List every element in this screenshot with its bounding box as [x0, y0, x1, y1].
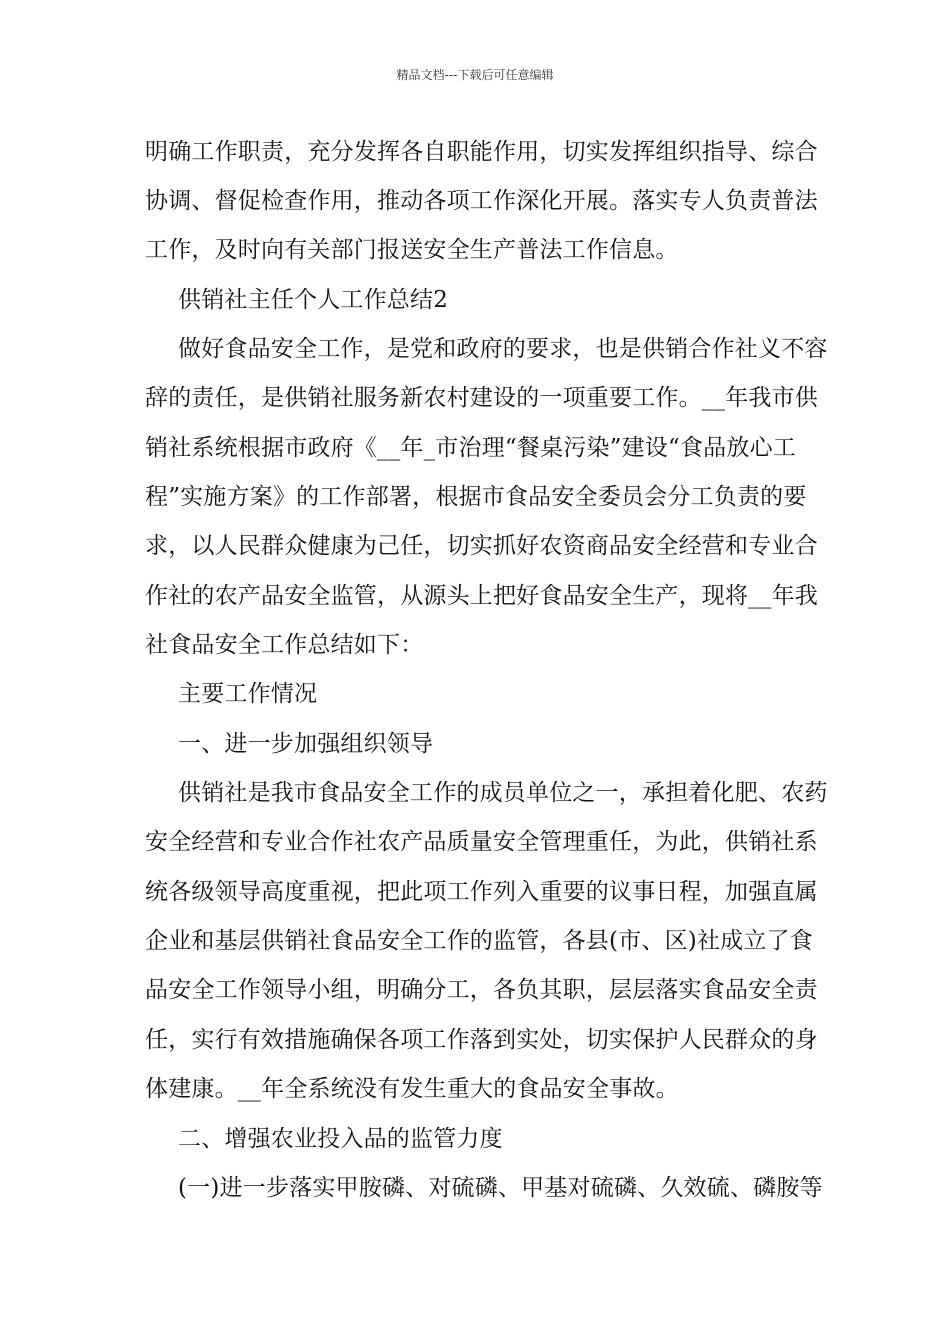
- body-line: 程”实施方案》的工作部署，根据市食品安全委员会分工负责的要: [145, 484, 807, 510]
- body-line: 安全经营和专业合作社农产品质量安全管理重任，为此，供销社系: [145, 829, 818, 855]
- body-line: 统各级领导高度重视，把此项工作列入重要的议事日程，加强直属: [145, 879, 818, 905]
- body-line: 销社系统根据市政府《__年_市治理“餐桌污染”建设“食品放心工: [145, 435, 796, 461]
- page-header: 精品文档---下载后可任意编辑: [396, 68, 554, 82]
- body-line: 企业和基层供销社食品安全工作的监管，各县(市、区)社成立了食: [145, 928, 813, 954]
- subheading: 一、进一步加强组织领导: [178, 731, 434, 757]
- body-line: 体建康。__年全系统没有发生重大的食品安全事故。: [145, 1076, 679, 1102]
- body-line: 品安全工作领导小组，明确分工，各负其职，层层落实食品安全责: [145, 977, 818, 1003]
- body-line: (一)进一步落实甲胺磷、对硫磷、甲基对硫磷、久效硫、磷胺等: [178, 1175, 823, 1201]
- body-line: 任，实行有效措施确保各项工作落到实处，切实保护人民群众的身: [145, 1027, 818, 1053]
- body-line: 作社的农产品安全监管，从源头上把好食品安全生产，现将__年我: [145, 583, 818, 609]
- body-line: 明确工作职责，充分发挥各自职能作用，切实发挥组织指导、综合: [145, 139, 818, 165]
- body-line: 做好食品安全工作，是党和政府的要求，也是供销合作社义不容: [178, 336, 828, 362]
- subheading: 主要工作情况: [178, 681, 318, 707]
- body-line: 辞的责任，是供销社服务新农村建设的一项重要工作。__年我市供: [145, 385, 818, 411]
- section-title: 供销社主任个人工作总结2: [178, 287, 449, 313]
- body-line: 社食品安全工作总结如下：: [145, 632, 424, 658]
- subheading: 二、增强农业投入品的监管力度: [178, 1126, 503, 1152]
- body-line: 工作，及时向有关部门报送安全生产普法工作信息。: [145, 237, 679, 263]
- body-line: 供销社是我市食品安全工作的成员单位之一，承担着化肥、农药: [178, 780, 828, 806]
- body-line: 协调、督促检查作用，推动各项工作深化开展。落实专人负责普法: [145, 188, 818, 214]
- body-line: 求，以人民群众健康为己任，切实抓好农资商品安全经营和专业合: [145, 533, 818, 559]
